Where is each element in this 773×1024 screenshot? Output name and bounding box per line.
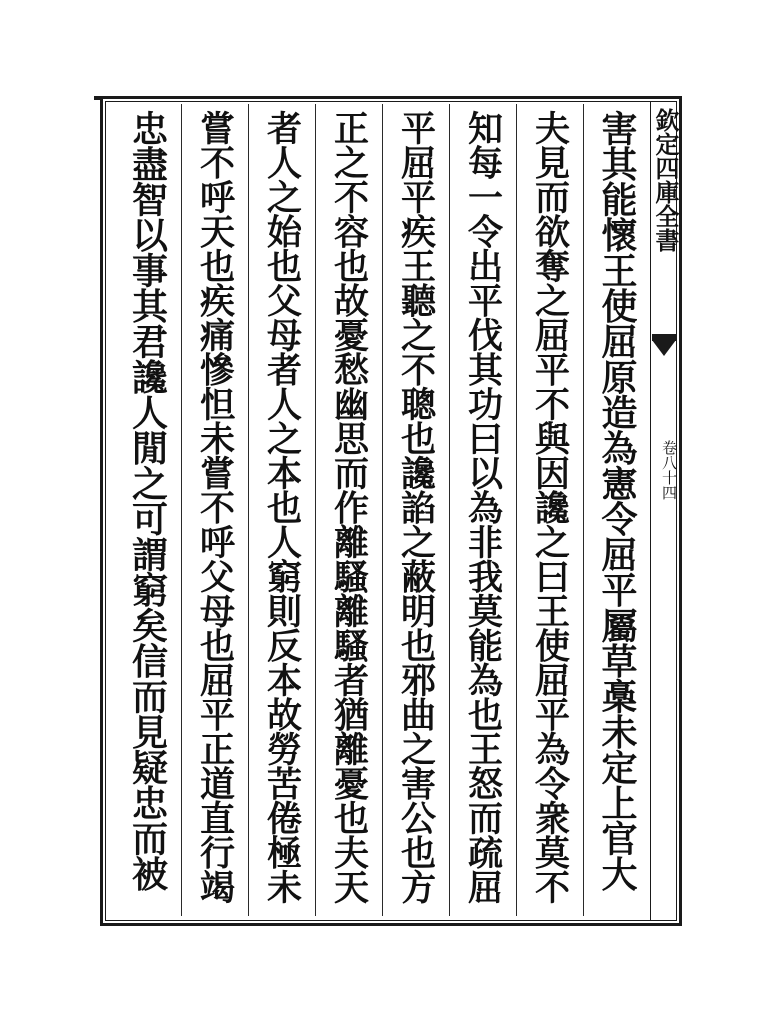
text-column bbox=[315, 104, 382, 916]
text-column bbox=[382, 104, 449, 916]
column-text: 正之不容也故憂愁幽思而作離騷離騷者猶離憂也夫天 bbox=[328, 110, 370, 904]
column-text: 夫見而欲奪之屈平不與因讒之曰王使屈平為令衆莫不 bbox=[529, 110, 571, 904]
text-column bbox=[583, 104, 650, 916]
book-title: 欽定四庫全書 bbox=[651, 108, 680, 252]
volume-label: 卷八十四 bbox=[660, 440, 678, 500]
column-text: 知每一令出平伐其功曰以為非我莫能為也王怒而疏屈 bbox=[462, 110, 504, 904]
fishtail-mark bbox=[652, 340, 676, 356]
text-column bbox=[248, 104, 315, 916]
text-column bbox=[181, 104, 248, 916]
text-column bbox=[516, 104, 583, 916]
column-text: 平屈平疾王聽之不聰也讒諂之蔽明也邪曲之害公也方 bbox=[395, 110, 437, 904]
column-text: 者人之始也父母者人之本也人窮則反本故勞苦倦極未 bbox=[261, 110, 303, 904]
text-column bbox=[114, 104, 181, 916]
column-text: 嘗不呼天也疾痛慘怛未嘗不呼父母也屈平正道直行竭 bbox=[194, 110, 236, 904]
column-text: 忠盡智以事其君讒人閒之可謂窮矣信而見疑忠而被 bbox=[126, 110, 169, 891]
text-columns bbox=[110, 104, 650, 916]
column-text: 害其能懷王使屈原造為憲令屈平屬草槀未定上官大 bbox=[596, 110, 638, 891]
corner-mark bbox=[94, 96, 100, 100]
text-column bbox=[449, 104, 516, 916]
